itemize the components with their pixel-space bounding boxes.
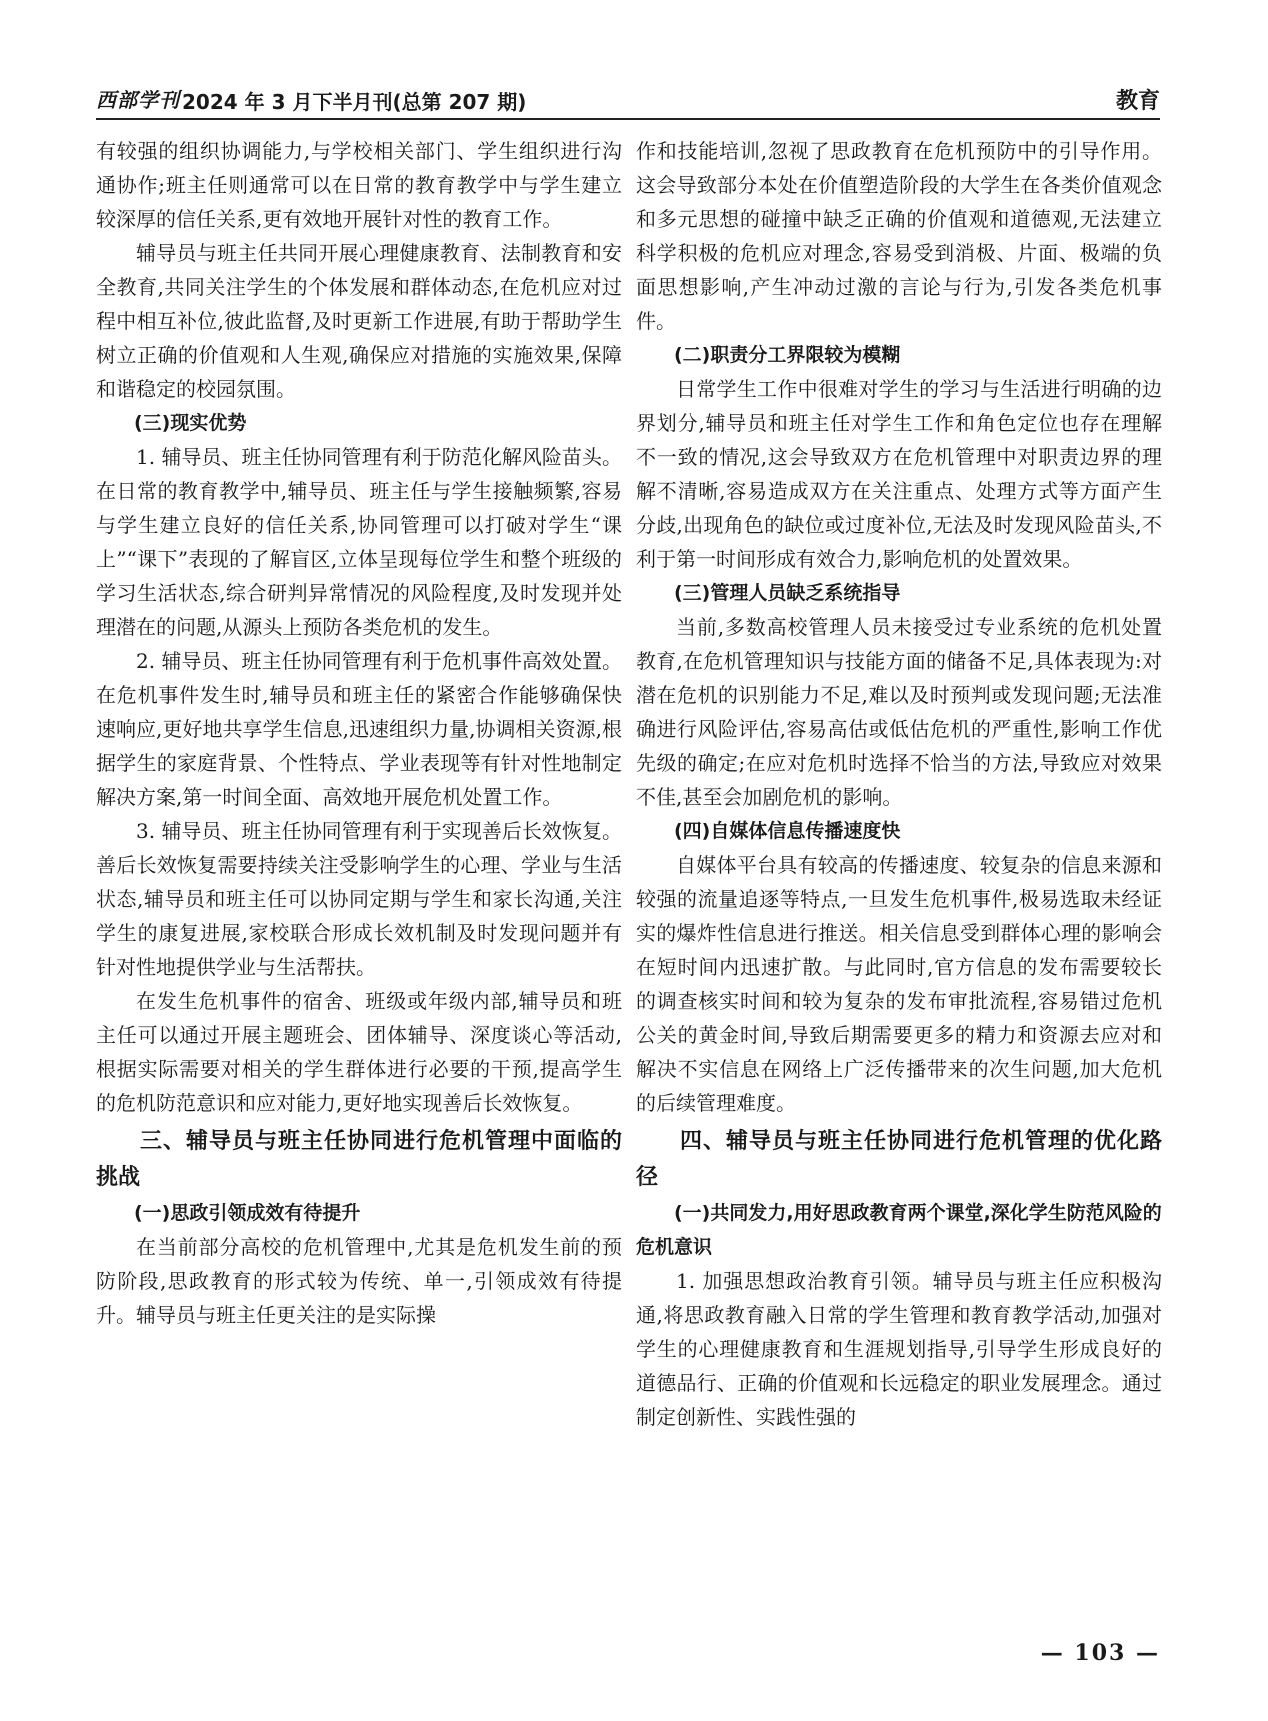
paragraph: 当前,多数高校管理人员未接受过专业系统的危机处置教育,在危机管理知识与技能方面的储备不足,具体表现为:对潜在危机的识别能力不足,难以及时预判或发现问题;无法准确进行风险评估,容易高估或低估危机的严重性,影响工作优先级的确定;在应对危机时选择不恰当的方法,导致应对效果不佳,甚至会加剧危机的影响。 — [636, 615, 1162, 809]
paragraph: 在当前部分高校的危机管理中,尤其是危机发生前的预防阶段,思政教育的形式较为传统、单一,引领成效有待提升。辅导员与班主任更关注的是实际操 — [96, 1235, 622, 1327]
subsection-heading: (二)职责分工界限较为模糊 — [674, 344, 901, 366]
page-header — [96, 78, 1160, 120]
paragraph: 辅导员与班主任共同开展心理健康教育、法制教育和安全教育,共同关注学生的个体发展和群体动态,在危机应对过程中相互补位,彼此监督,及时更新工作进展,有助于帮助学生树立正确的价值观和人生观,确保应对措施的实施效果,保障和谐稳定的校园氛围。 — [96, 241, 622, 401]
page-number: — 103 — — [1040, 1640, 1160, 1666]
left-column — [96, 134, 622, 1332]
paragraph: 在发生危机事件的宿舍、班级或年级内部,辅导员和班主任可以通过开展主题班会、团体辅导、深度谈心等活动,根据实际需要对相关的学生群体进行必要的干预,提高学生的危机防范意识和应对能力,更好地实现善后长效恢复。 — [96, 989, 622, 1115]
paragraph: 2. 辅导员、班主任协同管理有利于危机事件高效处置。在危机事件发生时,辅导员和班主任的紧密合作能够确保快速响应,更好地共享学生信息,迅速组织力量,协调相关资源,根据学生的家庭背景、个性特点、学业表现等有针对性地制定解决方案,第一时间全面、高效地开展危机处置工作。 — [96, 649, 622, 809]
paragraph: 自媒体平台具有较高的传播速度、较复杂的信息来源和较强的流量追逐等特点,一旦发生危机事件,极易选取未经证实的爆炸性信息进行推送。相关信息受到群体心理的影响会在短时间内迅速扩散。与此同时,官方信息的发布需要较长的调查核实时间和较为复杂的发布审批流程,容易错过危机公关的黄金时间,导致后期需要更多的精力和资源去应对和解决不实信息在网络上广泛传播带来的次生问题,加大危机的后续管理难度。 — [636, 853, 1162, 1115]
subsection-heading: (三)现实优势 — [134, 412, 247, 434]
paragraph: 1. 加强思想政治教育引领。辅导员与班主任应积极沟通,将思政教育融入日常的学生管理和教育教学活动,加强对学生的心理健康教育和生涯规划指导,引导学生形成良好的道德品行、正确的价值观和长远稳定的职业发展理念。通过制定创新性、实践性强的 — [636, 1269, 1162, 1429]
paragraph: 有较强的组织协调能力,与学校相关部门、学生组织进行沟通协作;班主任则通常可以在日常的教育教学中与学生建立较深厚的信任关系,更有效地开展针对性的教育工作。 — [96, 139, 622, 231]
paragraph: 作和技能培训,忽视了思政教育在危机预防中的引导作用。这会导致部分本处在价值塑造阶段的大学生在各类价值观念和多元思想的碰撞中缺乏正确的价值观和道德观,无法建立科学积极的危机应对理念,容易受到消极、片面、极端的负面思想影响,产生冲动过激的言论与行为,引发各类危机事件。 — [636, 139, 1162, 333]
section-heading: 三、辅导员与班主任协同进行危机管理中面临的挑战 — [96, 1129, 622, 1190]
section-heading: 四、辅导员与班主任协同进行危机管理的优化路径 — [636, 1129, 1162, 1190]
subsection-heading: (一)共同发力,用好思政教育两个课堂,深化学生防范风险的危机意识 — [636, 1202, 1162, 1258]
subsection-heading: (一)思政引领成效有待提升 — [134, 1202, 361, 1224]
issue-info: 2024 年 3 月下半月刊(总第 207 期) — [182, 90, 527, 114]
section-label: 教育 — [1115, 89, 1160, 114]
paragraph: 1. 辅导员、班主任协同管理有利于防范化解风险苗头。在日常的教育教学中,辅导员、班主任与学生接触频繁,容易与学生建立良好的信任关系,协同管理可以打破对学生“课上”“课下”表现的了解盲区,立体呈现每位学生和整个班级的学习生活状态,综合研判异常情况的风险程度,及时发现并处理潜在的问题,从源头上预防各类危机的发生。 — [96, 445, 622, 639]
paragraph: 3. 辅导员、班主任协同管理有利于实现善后长效恢复。善后长效恢复需要持续关注受影响学生的心理、学业与生活状态,辅导员和班主任可以协同定期与学生和家长沟通,关注学生的康复进展,家校联合形成长效机制及时发现问题并有针对性地提供学业与生活帮扶。 — [96, 819, 622, 979]
subsection-heading: (三)管理人员缺乏系统指导 — [674, 582, 901, 604]
subsection-heading: (四)自媒体信息传播速度快 — [674, 820, 901, 842]
journal-masthead-logo: 西部学刊 — [96, 88, 180, 112]
right-column — [636, 134, 1162, 1434]
paragraph: 日常学生工作中很难对学生的学习与生活进行明确的边界划分,辅导员和班主任对学生工作和角色定位也存在理解不一致的情况,这会导致双方在危机管理中对职责边界的理解不清晰,容易造成双方在关注重点、处理方式等方面产生分歧,出现角色的缺位或过度补位,无法及时发现风险苗头,不利于第一时间形成有效合力,影响危机的处置效果。 — [636, 377, 1162, 571]
